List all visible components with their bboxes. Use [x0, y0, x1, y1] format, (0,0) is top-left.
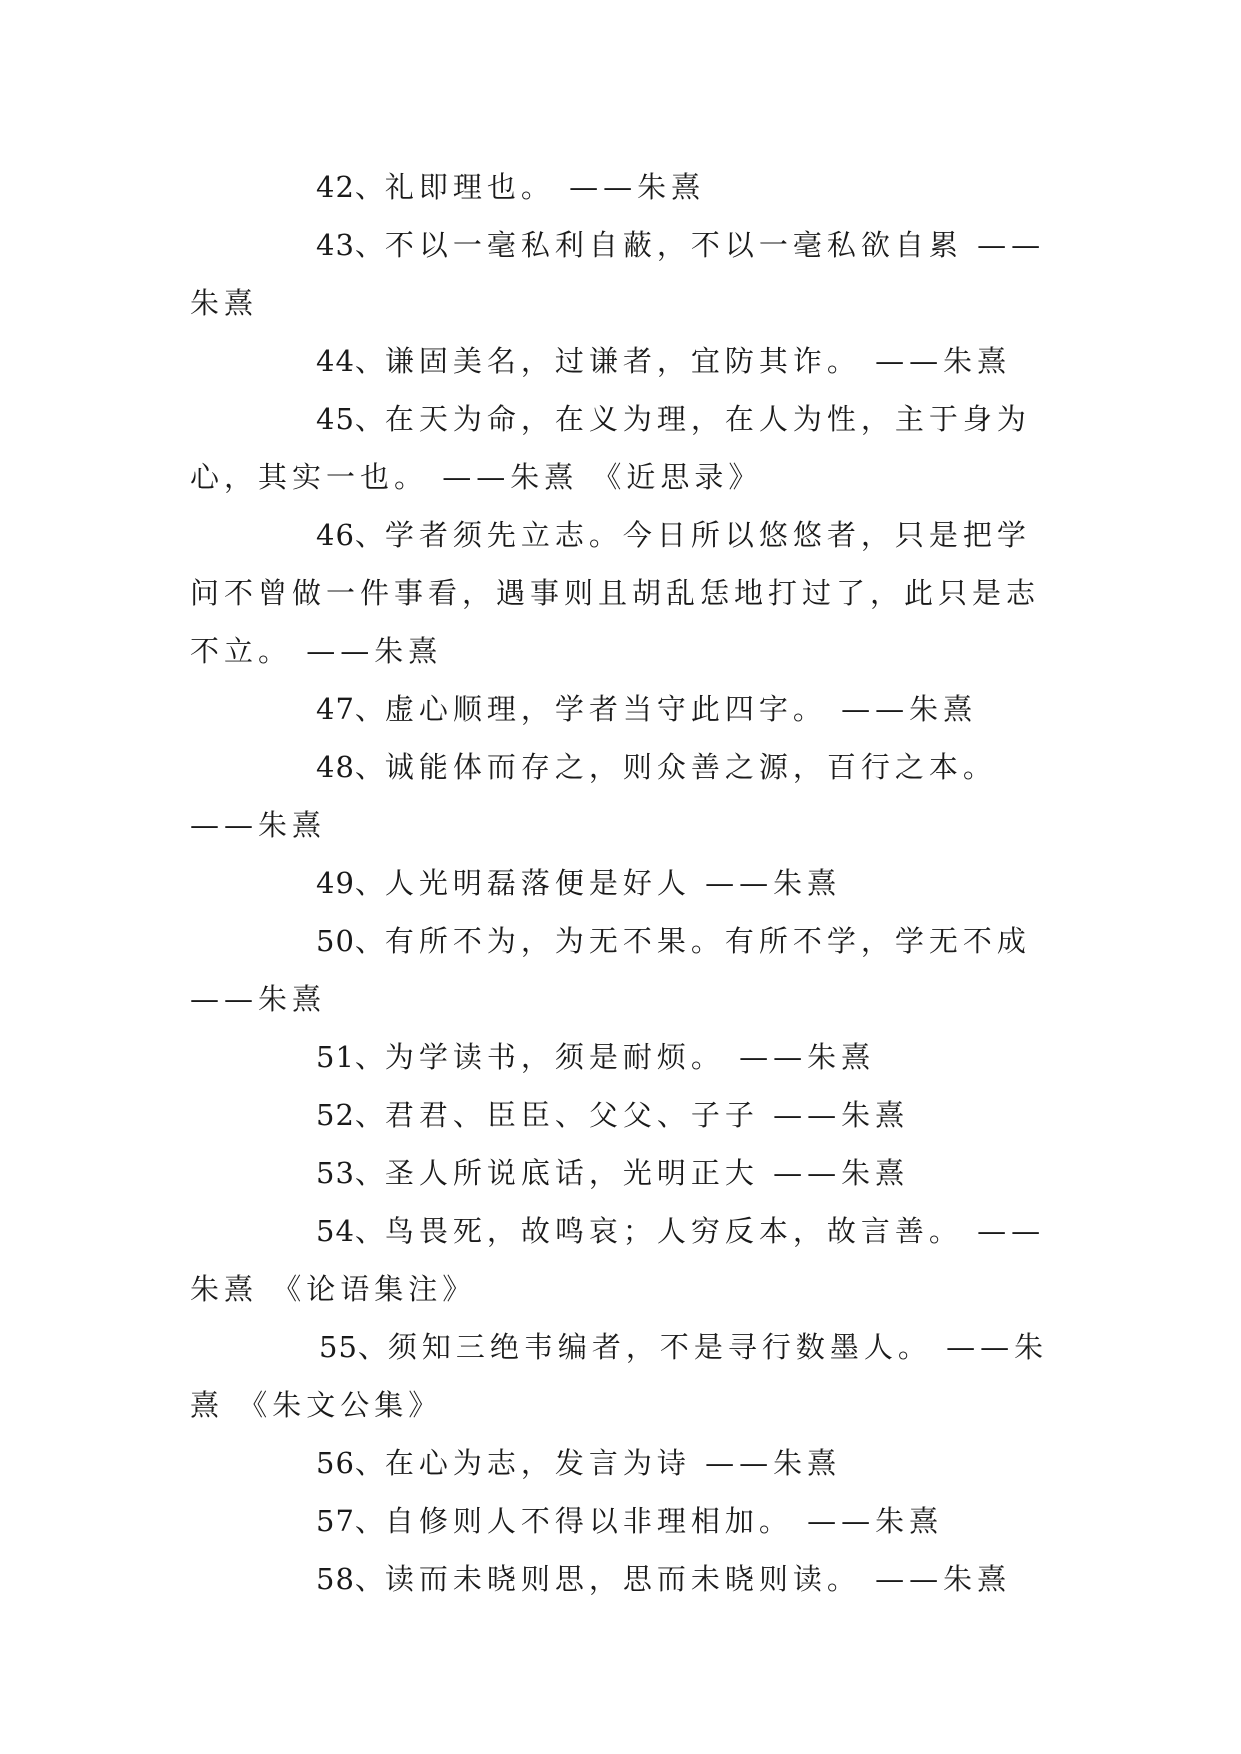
item-number: 42、 — [316, 170, 385, 204]
item-number: 55、 — [319, 1330, 388, 1364]
item-number: 54、 — [316, 1214, 385, 1248]
list-item — [190, 1144, 1050, 1202]
item-text: 自修则人不得以非理相加。 ——朱熹 — [384, 1504, 944, 1538]
item-number: 51、 — [316, 1040, 385, 1074]
item-text: 礼即理也。 ——朱熹 — [384, 170, 706, 204]
list-item — [190, 1202, 1050, 1318]
item-text: 有所不为，为无不果。有所不学，学无不成 ——朱熹 — [190, 924, 1031, 1016]
item-number: 57、 — [316, 1504, 385, 1538]
item-text: 虚心顺理，学者当守此四字。 ——朱熹 — [384, 692, 978, 726]
item-number: 48、 — [316, 750, 385, 784]
list-item — [190, 680, 1050, 738]
item-number: 49、 — [316, 866, 385, 900]
item-number: 58、 — [316, 1562, 385, 1596]
item-text: 学者须先立志。今日所以悠悠者，只是把学问不曾做一件事看，遇事则且胡乱恁地打过了，此只是志不立。 ——朱熹 — [190, 518, 1041, 668]
item-text: 谦固美名，过谦者，宜防其诈。 ——朱熹 — [384, 344, 1012, 378]
item-number: 52、 — [316, 1098, 385, 1132]
list-item — [190, 1028, 1050, 1086]
item-text: 圣人所说底话，光明正大 ——朱熹 — [384, 1156, 910, 1190]
item-text: 为学读书，须是耐烦。 ——朱熹 — [384, 1040, 876, 1074]
item-text: 人光明磊落便是好人 ——朱熹 — [384, 866, 842, 900]
list-item — [190, 1550, 1050, 1608]
item-number: 47、 — [316, 692, 385, 726]
list-item — [190, 854, 1050, 912]
item-number: 46、 — [316, 518, 385, 552]
list-item — [190, 506, 1050, 680]
item-text: 读而未晓则思，思而未晓则读。 ——朱熹 — [384, 1562, 1012, 1596]
list-item — [190, 216, 1050, 332]
list-item — [190, 1492, 1050, 1550]
list-item — [190, 332, 1050, 390]
item-text: 诚能体而存之，则众善之源，百行之本。 ——朱熹 — [190, 750, 997, 842]
item-number: 43、 — [316, 228, 385, 262]
item-number: 50、 — [316, 924, 385, 958]
list-item — [190, 1318, 1050, 1434]
item-number: 45、 — [316, 402, 385, 436]
item-text: 鸟畏死，故鸣哀；人穷反本，故言善。 ——朱熹 《论语集注》 — [190, 1214, 1046, 1306]
list-item — [190, 1086, 1050, 1144]
list-item — [190, 912, 1050, 1028]
item-text: 须知三绝韦编者，不是寻行数墨人。 ——朱熹 《朱文公集》 — [190, 1330, 1049, 1422]
item-text: 不以一毫私利自蔽，不以一毫私欲自累 ——朱熹 — [190, 228, 1046, 320]
item-number: 44、 — [316, 344, 385, 378]
item-text: 在心为志，发言为诗 ——朱熹 — [384, 1446, 842, 1480]
item-text: 在天为命，在义为理，在人为性，主于身为心，其实一也。 ——朱熹 《近思录》 — [190, 402, 1031, 494]
item-number: 56、 — [316, 1446, 385, 1480]
list-item — [190, 738, 1050, 854]
list-item — [190, 390, 1050, 506]
item-number: 53、 — [316, 1156, 385, 1190]
list-item — [190, 158, 1050, 216]
quote-list — [190, 158, 1050, 1608]
item-text: 君君、臣臣、父父、子子 ——朱熹 — [384, 1098, 910, 1132]
list-item — [190, 1434, 1050, 1492]
